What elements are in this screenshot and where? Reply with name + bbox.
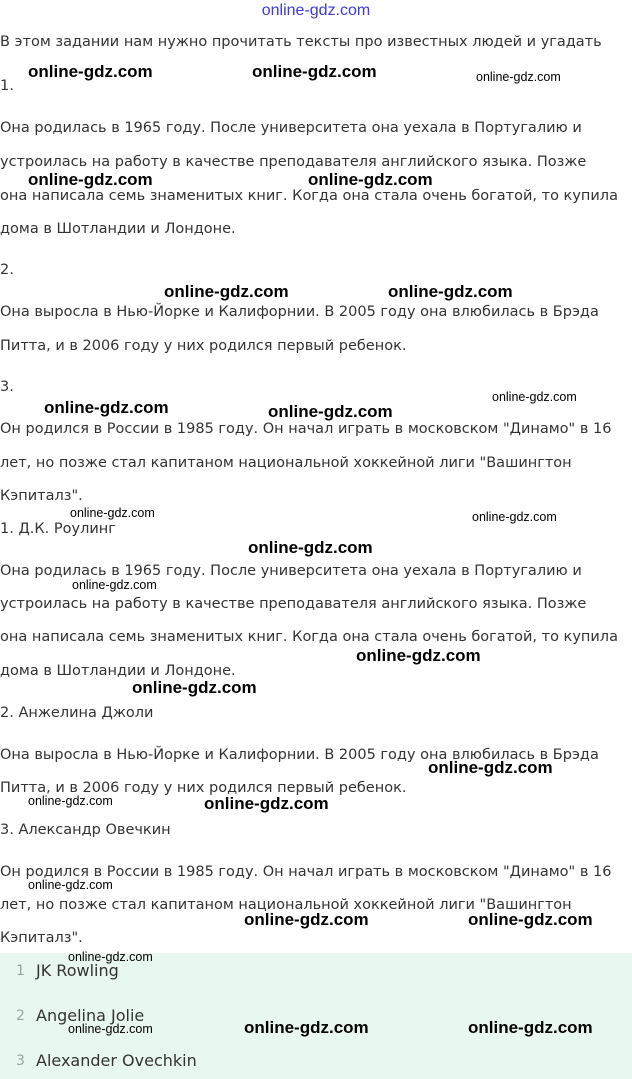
answer-number: 3 <box>16 1053 25 1069</box>
watermark: online-gdz.com <box>252 62 377 81</box>
watermark: online-gdz.com <box>132 678 257 697</box>
watermark: online-gdz.com <box>164 282 289 301</box>
watermark: online-gdz.com <box>44 398 169 417</box>
solution-heading: 2. Анжелина Джоли <box>0 705 154 721</box>
watermark: online-gdz.com <box>28 170 153 189</box>
text-line: дома в Шотландии и Лондоне. <box>0 221 236 237</box>
solution-line: Питта, и в 2006 году у них родился первый ребенок. <box>0 780 407 796</box>
solution-line: дома в Шотландии и Лондоне. <box>0 663 236 679</box>
text-line: Питта, и в 2006 году у них родился первый ребенок. <box>0 338 407 354</box>
solution-heading: 3. Александр Овечкин <box>0 822 171 838</box>
answer-text: Alexander Ovechkin <box>36 1051 197 1070</box>
watermark: online-gdz.com <box>428 758 553 777</box>
watermark: online-gdz.com <box>356 646 481 665</box>
text-line: Она выросла в Нью-Йорке и Калифорнии. В 2005 году она влюбилась в Брэда <box>0 304 599 320</box>
text-line: лет, но позже стал капитаном национальной хоккейной лиги "Вашингтон <box>0 455 572 471</box>
watermark: online-gdz.com <box>248 538 373 557</box>
text-number: 1. <box>0 78 14 94</box>
watermark: online-gdz.com <box>28 878 113 892</box>
watermark: online-gdz.com <box>28 62 153 81</box>
watermark: online-gdz.com <box>476 70 561 84</box>
answer-number: 2 <box>16 1008 25 1024</box>
watermark: online-gdz.com <box>468 910 593 929</box>
solution-line: Она родилась в 1965 году. После университета она уехала в Португалию и <box>0 563 582 579</box>
text-number: 3. <box>0 379 14 395</box>
text-line: Кэпиталз". <box>0 488 83 504</box>
answer-list <box>0 953 632 1079</box>
answer-item <box>0 1051 632 1075</box>
watermark: online-gdz.com <box>72 578 157 592</box>
watermark: online-gdz.com <box>244 910 369 929</box>
watermark: online-gdz.com <box>68 950 153 964</box>
watermark: online-gdz.com <box>308 170 433 189</box>
watermark: online-gdz.com <box>388 282 513 301</box>
solution-line: Кэпиталз". <box>0 930 83 946</box>
solution-line: Она выросла в Нью-Йорке и Калифорнии. В 2005 году она влюбилась в Брэда <box>0 747 599 763</box>
watermark: online-gdz.com <box>68 1022 153 1036</box>
solution-line: лет, но позже стал капитаном национальной хоккейной лиги "Вашингтон <box>0 897 572 913</box>
watermark: online-gdz.com <box>204 794 329 813</box>
watermark: online-gdz.com <box>244 1018 369 1037</box>
text-line: устроилась на работу в качестве преподавателя английского языка. Позже <box>0 154 587 170</box>
watermark: online-gdz.com <box>468 1018 593 1037</box>
watermark: online-gdz.com <box>472 510 557 524</box>
watermark: online-gdz.com <box>492 390 577 404</box>
text-line: Он родился в России в 1985 году. Он начал играть в московском "Динамо" в 16 <box>0 421 612 437</box>
solution-line: она написала семь знаменитых книг. Когда она стала очень богатой, то купила <box>0 629 618 645</box>
solution-heading: 1. Д.К. Роулинг <box>0 521 116 537</box>
watermark: online-gdz.com <box>268 402 393 421</box>
watermark: online-gdz.com <box>70 506 155 520</box>
answer-text: JK Rowling <box>36 961 119 980</box>
solution-line: устроилась на работу в качестве преподавателя английского языка. Позже <box>0 596 587 612</box>
answer-text: Angelina Jolie <box>36 1006 145 1025</box>
answer-item <box>0 961 632 985</box>
header-watermark: online-gdz.com <box>261 2 371 19</box>
task-intro: В этом задании нам нужно прочитать тексты про известных людей и угадать <box>0 34 602 50</box>
text-number: 2. <box>0 262 14 278</box>
solution-line: Он родился в России в 1985 году. Он начал играть в московском "Динамо" в 16 <box>0 864 612 880</box>
text-line: Она родилась в 1965 году. После университета она уехала в Португалию и <box>0 120 582 136</box>
watermark: online-gdz.com <box>28 794 113 808</box>
answer-number: 1 <box>16 963 25 979</box>
text-line: она написала семь знаменитых книг. Когда она стала очень богатой, то купила <box>0 188 618 204</box>
